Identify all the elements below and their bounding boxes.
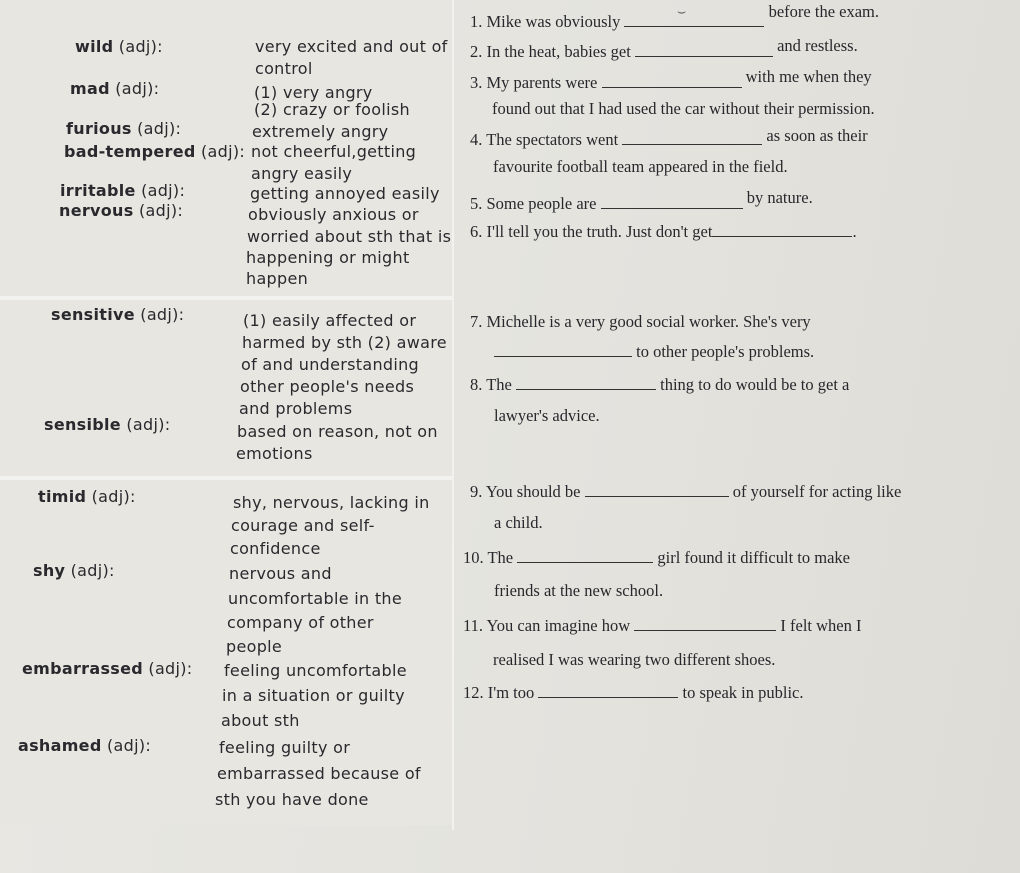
answer-blank[interactable] bbox=[601, 194, 743, 209]
vocab-def-line: happening or might bbox=[246, 248, 410, 267]
vocabulary-table bbox=[0, 0, 452, 873]
vocab-def-line: based on reason, not on bbox=[237, 422, 438, 441]
exercise-9-continued: a child. bbox=[494, 513, 543, 532]
exercise-7-continued: to other people's problems. bbox=[494, 342, 814, 362]
vocab-def-line: shy, nervous, lacking in bbox=[233, 493, 430, 512]
answer-blank[interactable] bbox=[516, 375, 656, 390]
vocab-def-line: people bbox=[226, 637, 283, 656]
answer-blank[interactable] bbox=[712, 222, 852, 237]
answer-blank[interactable] bbox=[538, 683, 678, 698]
exercise-5: 5. Some people are by nature. bbox=[470, 188, 813, 213]
vocab-def-line: control bbox=[255, 59, 313, 78]
answer-blank[interactable] bbox=[622, 130, 762, 145]
vocab-def-line: obviously anxious or bbox=[248, 205, 419, 224]
exercise-4: 4. The spectators went as soon as their bbox=[470, 126, 868, 149]
vocab-def-line: about sth bbox=[221, 711, 300, 730]
exercise-3: 3. My parents were with me when they bbox=[470, 67, 872, 92]
vocab-def-line: of and understanding bbox=[241, 355, 420, 374]
vocab-def-line: getting annoyed easily bbox=[250, 184, 440, 203]
vocab-def-line: company of other bbox=[227, 613, 374, 632]
vocab-term-shy: shy (adj): bbox=[33, 561, 115, 580]
vocab-def-line: very excited and out of bbox=[255, 37, 448, 56]
exercise-8: 8. The thing to do would be to get a bbox=[470, 375, 850, 394]
vocab-def-line: (1) very angry bbox=[254, 83, 373, 102]
vocab-def-line: feeling guilty or bbox=[219, 738, 351, 757]
exercise-11-continued: realised I was wearing two different shoes. bbox=[493, 650, 776, 669]
vocab-term-furious: furious (adj): bbox=[66, 119, 182, 138]
vocab-term-ashamed: ashamed (adj): bbox=[18, 736, 152, 755]
exercise-9: 9. You should be of yourself for acting like bbox=[470, 482, 902, 501]
vocab-def-line: angry easily bbox=[251, 164, 353, 183]
vocab-def-line: not cheerful,getting bbox=[251, 142, 417, 161]
answer-blank[interactable] bbox=[494, 342, 632, 357]
vocab-def-line: embarrassed because of bbox=[217, 764, 421, 783]
vocab-def-line: happen bbox=[246, 269, 309, 288]
exercise-6: 6. I'll tell you the truth. Just don't get . bbox=[470, 222, 857, 241]
exercise-12: 12. I'm too to speak in public. bbox=[463, 683, 804, 702]
exercise-8-continued: lawyer's advice. bbox=[494, 406, 600, 425]
vocab-term-sensible: sensible (adj): bbox=[44, 415, 171, 434]
vocab-term-nervous: nervous (adj): bbox=[59, 201, 184, 220]
answer-blank[interactable] bbox=[585, 482, 729, 497]
exercise-1: 1. Mike was obviously before the exam. bbox=[470, 2, 879, 31]
column-divider bbox=[452, 0, 454, 830]
vocab-def-line: nervous and bbox=[229, 564, 332, 583]
vocab-term-embarrassed: embarrassed (adj): bbox=[22, 659, 193, 678]
vocab-term-irritable: irritable (adj): bbox=[60, 181, 186, 200]
vocab-def-line: extremely angry bbox=[252, 122, 389, 141]
exercise-2: 2. In the heat, babies get and restless. bbox=[470, 36, 858, 61]
exercise-10-continued: friends at the new school. bbox=[494, 581, 664, 600]
vocab-def-line: harmed by sth (2) aware bbox=[242, 333, 447, 352]
answer-blank[interactable] bbox=[634, 616, 776, 631]
vocab-term-bad-tempered: bad-tempered (adj): bbox=[64, 142, 246, 161]
vocab-def-line: in a situation or guilty bbox=[222, 686, 405, 705]
exercise-3-continued: found out that I had used the car without their permission. bbox=[492, 99, 875, 118]
vocab-term-mad: mad (adj): bbox=[70, 79, 160, 98]
vocab-def-line: other people's needs bbox=[240, 377, 415, 396]
vocab-def-line: uncomfortable in the bbox=[228, 589, 402, 608]
exercise-7: 7. Michelle is a very good social worker. She's very bbox=[470, 312, 811, 331]
exercise-10: 10. The girl found it difficult to make bbox=[463, 548, 850, 567]
vocab-def-line: (1) easily affected or bbox=[243, 311, 417, 330]
vocab-term-sensitive: sensitive (adj): bbox=[51, 305, 185, 324]
vocab-def-line: emotions bbox=[236, 444, 313, 463]
exercise-11: 11. You can imagine how I felt when I bbox=[463, 616, 862, 635]
vocab-def-line: courage and self- bbox=[231, 516, 375, 535]
vocab-def-line: feeling uncomfortable bbox=[224, 661, 407, 680]
vocab-def-line: and problems bbox=[239, 399, 353, 418]
answer-blank[interactable] bbox=[517, 548, 653, 563]
vocab-def-line: (2) crazy or foolish bbox=[254, 100, 410, 119]
vocab-term-wild: wild (adj): bbox=[75, 37, 163, 56]
pencil-mark-icon: ⌣ bbox=[677, 4, 687, 20]
vocab-def-line: worried about sth that is bbox=[247, 227, 452, 246]
vocab-def-line: sth you have done bbox=[215, 790, 369, 809]
answer-blank[interactable] bbox=[602, 73, 742, 88]
exercise-4-continued: favourite football team appeared in the field. bbox=[493, 157, 788, 176]
vocab-term-timid: timid (adj): bbox=[38, 487, 136, 506]
vocab-def-line: confidence bbox=[230, 539, 321, 558]
answer-blank[interactable] bbox=[624, 12, 764, 27]
answer-blank[interactable] bbox=[635, 42, 773, 57]
